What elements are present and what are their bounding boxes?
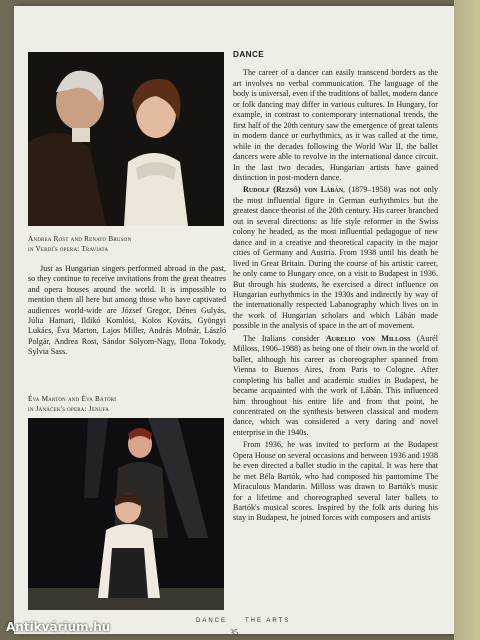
traviata-photo [28, 52, 224, 226]
dance-paragraph-1: The career of a dancer can easily transcend borders as the art involves no verbal communication. The language of the body is universal, even if the traditions of ballet, modern dance or folk dancing may differ in various cultures. In Hungary, for example, in contrast to contemporary international trends, the first half of the 20th century saw the emergence of great talents in modern dance or eurhythmics, as it was called at the time, while in the decades following the World War II, the ballet dancers were able to revolve in the international dance circuit. In the last two decades, Hungarian artists have gained distinction in post-modern dance. [233, 68, 438, 182]
watermark-text: Antikvárium.hu [6, 620, 111, 634]
milloss-name: Aurelio von Milloss [325, 333, 411, 343]
caption-2-line-2: in Janáček's opera: Jenufa [28, 405, 110, 413]
page-number: 35 [230, 628, 238, 634]
photo-caption-2 [28, 394, 228, 414]
photo-caption-1 [28, 234, 228, 254]
caption-1-line-2: in Verdi's opera: Traviata [28, 245, 109, 253]
milloss-paragraph [233, 334, 438, 439]
traviata-photo-art [28, 52, 224, 226]
page-footer [196, 618, 308, 624]
laban-name: Rudolf (Rezső) von Lábán [243, 185, 344, 195]
footer-section-label: DANCE [196, 618, 228, 624]
book-spine-edge [454, 0, 480, 640]
right-column-text [233, 50, 438, 526]
section-title: DANCE [233, 50, 265, 59]
caption-1-line-1: Andrea Rost and Renato Bruson [28, 235, 132, 243]
caption-2-line-1: Éva Marton and Éva Bátori [28, 395, 117, 403]
footer-chapter-label: THE ARTS [245, 618, 291, 624]
jenufa-photo-art [28, 418, 224, 610]
laban-paragraph [233, 185, 438, 331]
jenufa-photo [28, 418, 224, 610]
milloss-text: (Aurél Milloss, 1906–1988) as being one of their own in the world of ballet, although his career as choreographer spanned from Vienna to Buenos Aires, from Paris to Cologne. After completing his ballet and academic studies in Budapest, he became acquainted with the work of Lábán. This influenced him throughout his entire life and from that point, he concentrated on the synthesis between classical and modern dance, which was considered a very daring and novel enterprise in the 1940s. [233, 333, 438, 437]
milloss-paragraph-2: From 1936, he was invited to perform at the Budapest Opera House on several occasions and between 1936 and 1938 he even directed a ballet studio in the capital. It was here that he met Béla Bartók, who had composed his pantomime The Miraculous Mandarin. Milloss was drawn to Bartók's music for a lifetime and choreographed several later ballets to Bartók's musical scores. Inspired by the folk arts during his stay in Budapest, he joined forces with composers and artists [233, 440, 438, 523]
left-column-text [28, 264, 226, 358]
milloss-lead: The Italians consider [243, 333, 326, 343]
singers-paragraph: Just as Hungarian singers performed abroad in the past, so they continue to receive invitations from the great theatres and opera houses around the world. It is impossible to mention them all here but among those who have captivated audiences world-wide are József Gregor, Dénes Gulyás, Júlia Hamari, Ildikó Komlósi, Kolos Kováts, Gyöngyi Lukács, Éva Marton, Lajos Miller, András Molnár, László Polgár, Andrea Rost, Sándor Sólyom-Nagy, Ilona Tokody, Sylvia Sass. [28, 264, 227, 357]
laban-text: , (1879–1958) was not only the most influential figure in German eurhythmics but the greatest dance theorist of the 20th century. His career branched out in several directions: as life style reformer in the Swiss colony he headed, as the most influential pedagogue of new dance and in a creative and theoretical capacity in the major cities of Germany and Austria. From 1938 until his death he lived in Great Britain. During the course of his artistic career, he only came to Hungary once, on a visit to Budapest in 1936. But through his students, he exercised a direct influence on Hungarian eurhythmics in the 1930s and indirectly by way of the internationally respected Labanography which lives on in the work of Hungarian scholars and which Lábán made possible in the analysis of space in the art of movement. [233, 185, 438, 331]
book-page [14, 6, 454, 634]
